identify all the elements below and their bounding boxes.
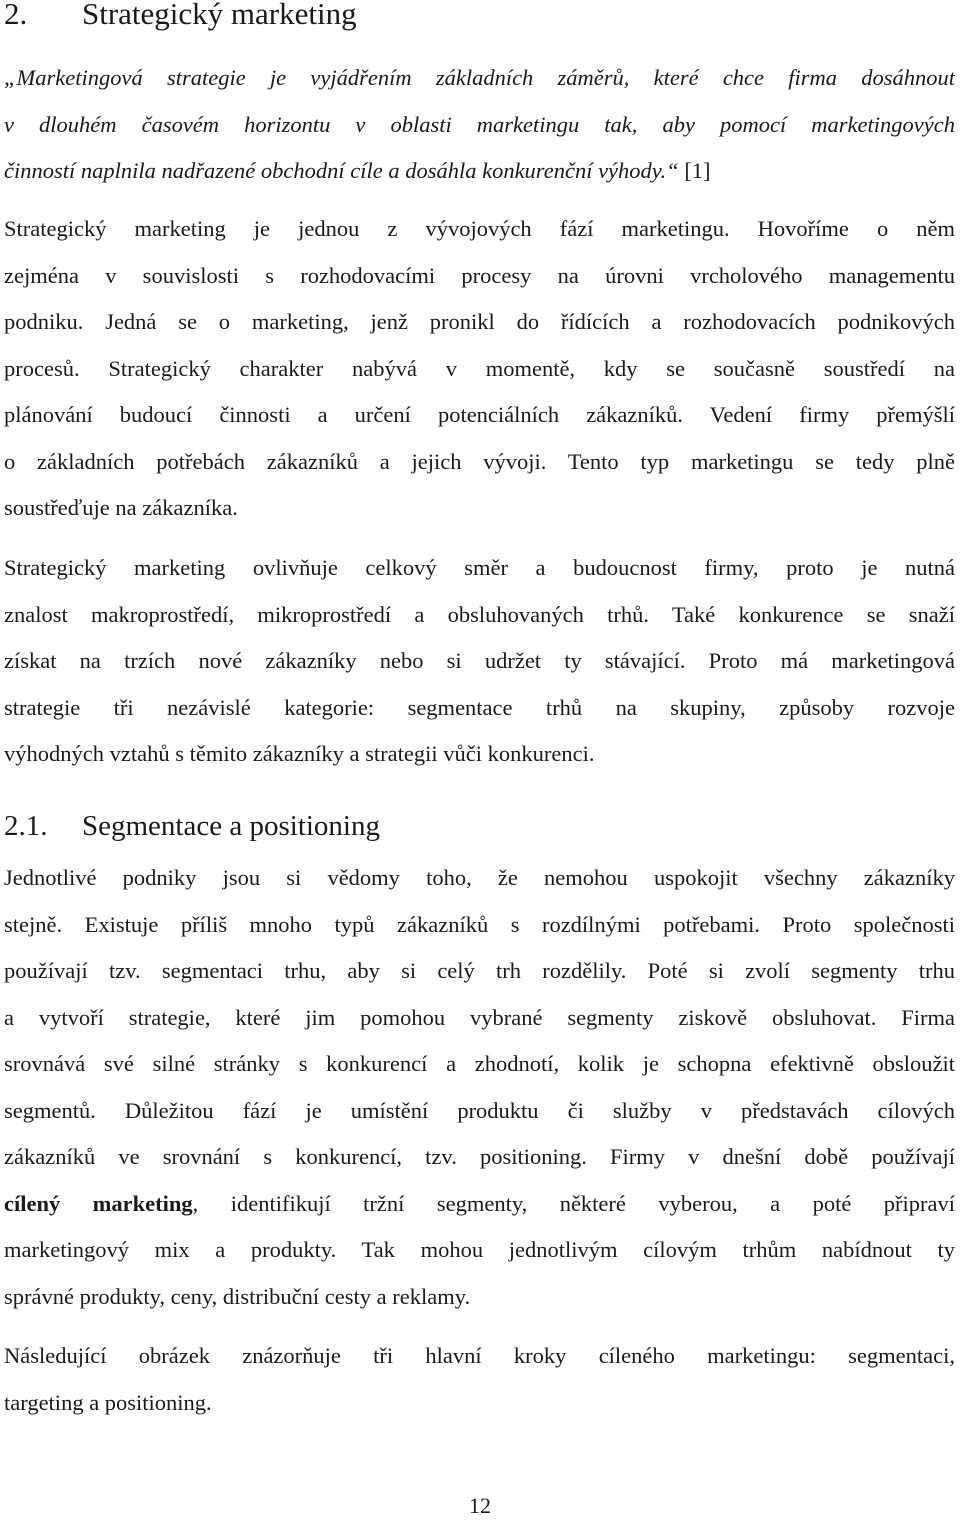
quote-line [4,148,955,195]
paragraph-line: znalost makroprostředí, mikroprostředí a obsluhovaných trhů. Také konkurence se snaží [4,601,955,627]
paragraph-market-influence [4,545,955,778]
page-number: 12 [469,1493,491,1518]
paragraph-line: o základních potřebách zákazníků a jejich vývoji. Tento typ marketingu se tedy plně [4,448,955,474]
paragraph-line: segmentů. Důležitou fází je umístění produktu či služby v představách cílových [4,1097,955,1123]
chapter-title: Strategický marketing [82,0,357,31]
paragraph-line: srovnává své silné stránky s konkurencí a zhodnotí, kolik je schopna efektivně obsloužit [4,1051,955,1076]
paragraph-line: soustřeďuje na zákazníka. [4,495,238,520]
paragraph-segmentation [4,855,955,1320]
chapter-heading [4,0,357,34]
paragraph-line: marketingový mix a produkty. Tak mohou jednotlivým cílovým trhům nabídnout ty [4,1237,955,1262]
paragraph-line: získat na trzích nové zákazníky nebo si udržet ty stávající. Proto má marketingová [4,648,955,673]
quote-text: činností naplnila nadřazené obchodní cíle a dosáhla konkurenční výhody.“ [4,158,679,183]
paragraph-line: zákazníků ve srovnání s konkurencí, tzv. positioning. Firmy v dnešní době používají [4,1144,955,1169]
citation-reference: [1] [678,158,711,183]
chapter-number: 2. [4,0,28,31]
paragraph-strategic-marketing [4,206,955,532]
paragraph-line: používají tzv. segmentaci trhu, aby si celý trh rozdělily. Poté si zvolí segmenty trhu [4,958,955,983]
paragraph-line: a vytvoří strategie, které jim pomohou vybrané segmenty ziskově obsluhovat. Firma [4,1004,955,1030]
paragraph-line: Následující obrázek znázorňuje tři hlavní kroky cíleného marketingu: segmentaci, [4,1343,955,1368]
quote-line: „Marketingová strategie je vyjádřením základních záměrů, které chce firma dosáhnout [4,65,955,90]
paragraph-line: procesů. Strategický charakter nabývá v momentě, kdy se současně soustředí na [4,355,955,381]
section-heading [4,806,380,846]
quote-paragraph [4,55,955,195]
paragraph-line: Strategický marketing je jednou z vývojových fází marketingu. Hovoříme o něm [4,216,955,241]
paragraph-line: podniku. Jedná se o marketing, jenž pronikl do řídících a rozhodovacích podnikových [4,309,955,334]
bold-term: cílený marketing [4,1190,193,1216]
paragraph-line: strategie tři nezávislé kategorie: segmentace trhů na skupiny, způsoby rozvoje [4,694,955,720]
paragraph-line: plánování budoucí činnosti a určení potenciálních zákazníků. Vedení firmy přemýšlí [4,402,955,427]
section-title: Segmentace a positioning [82,810,380,842]
paragraph-line: zejména v souvislosti s rozhodovacími procesy na úrovni vrcholového managementu [4,262,955,288]
paragraph-line: výhodných vztahů s těmito zákazníky a strategii vůči konkurenci. [4,741,595,766]
paragraph-line: Jednotlivé podniky jsou si vědomy toho, že nemohou uspokojit všechny zákazníky [4,865,955,890]
section-number: 2.1. [4,810,48,842]
quote-line: v dlouhém časovém horizontu v oblasti marketingu tak, aby pomocí marketingových [4,111,955,137]
line-text: , identifikují tržní segmenty, některé vyberou, a poté připraví [192,1190,955,1216]
paragraph-line: stejně. Existuje příliš mnoho typů zákazníků s rozdílnými potřebami. Proto společnosti [4,911,955,937]
paragraph-figure-intro [4,1333,955,1426]
paragraph-line: správné produkty, ceny, distribuční cesty a reklamy. [4,1283,471,1309]
paragraph-line: Strategický marketing ovlivňuje celkový směr a budoucnost firmy, proto je nutná [4,555,955,580]
paragraph-line [4,1181,955,1228]
paragraph-line: targeting a positioning. [4,1389,212,1415]
